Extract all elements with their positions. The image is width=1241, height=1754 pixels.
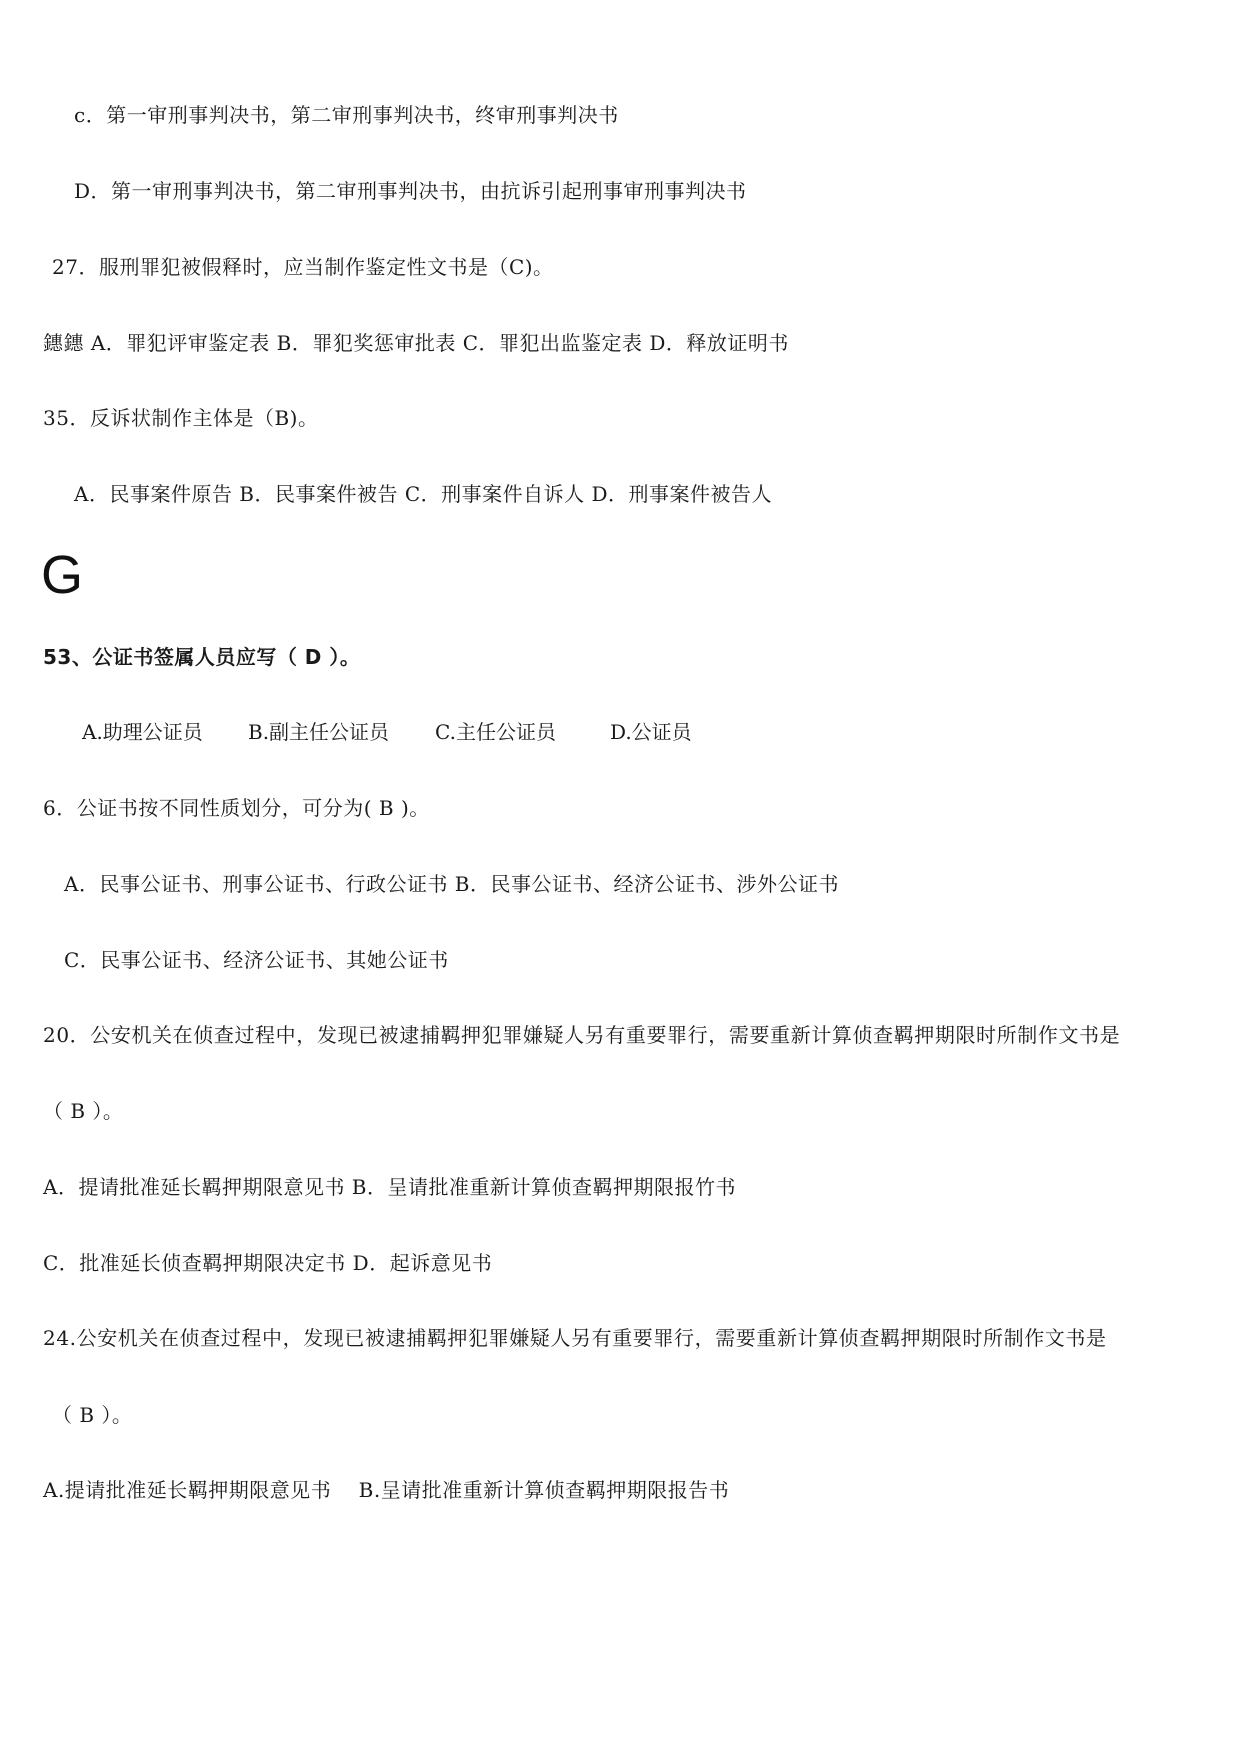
question-24-options-ab: A.提请批准延长羁押期限意见书 B.呈请批准重新计算侦查羁押期限报告书 [43, 1478, 730, 1502]
question-53-option-d: D.公证员 [610, 720, 692, 744]
question-35-options: A．民事案件原告 B．民事案件被告 C．刑事案件自诉人 D．刑事案件被告人 [74, 482, 773, 506]
question-20-answer: （ B ）。 [43, 1099, 124, 1123]
question-24-answer: （ B ）。 [52, 1403, 133, 1427]
question-24: 24.公安机关在侦查过程中，发现已被逮捕羁押犯罪嫌疑人另有重要罪行，需要重新计算侦查羁押期限时所制作文书是 [43, 1326, 1107, 1350]
question-53: 53、公证书签属人员应写（ D ）。 [43, 645, 361, 669]
question-27: 27．服刑罪犯被假释时，应当制作鉴定性文书是（C)。 [52, 255, 554, 279]
option-c-line: c．第一审刑事判决书，第二审刑事判决书，终审刑事判决书 [74, 103, 619, 127]
question-6-options-ab: A．民事公证书、刑事公证书、行政公证书 B．民事公证书、经济公证书、涉外公证书 [64, 872, 839, 896]
question-20-options-ab: A．提请批准延长羁押期限意见书 B．呈请批准重新计算侦查羁押期限报竹书 [43, 1175, 736, 1199]
section-letter-heading: G [41, 545, 84, 605]
question-6-option-c: C．民事公证书、经济公证书、其她公证书 [64, 948, 449, 972]
question-27-options: 鏸鏸 A．罪犯评审鉴定表 B．罪犯奖惩审批表 C．罪犯出监鉴定表 D．释放证明书 [43, 331, 789, 355]
question-53-option-b: B.副主任公证员 [248, 720, 390, 744]
option-d-line: D．第一审刑事判决书，第二审刑事判决书，由抗诉引起刑事审刑事判决书 [74, 179, 747, 203]
question-20: 20．公安机关在侦查过程中，发现已被逮捕羁押犯罪嫌疑人另有重要罪行，需要重新计算侦查羁押期限时所制作文书是 [43, 1023, 1121, 1047]
question-53-option-c: C.主任公证员 [435, 720, 556, 744]
question-53-option-a: A.助理公证员 [82, 720, 203, 744]
question-6: 6．公证书按不同性质划分，可分为( B )。 [43, 796, 430, 820]
question-20-options-cd: C．批准延长侦查羁押期限决定书 D．起诉意见书 [43, 1251, 493, 1275]
question-35: 35．反诉状制作主体是（B)。 [43, 406, 319, 430]
